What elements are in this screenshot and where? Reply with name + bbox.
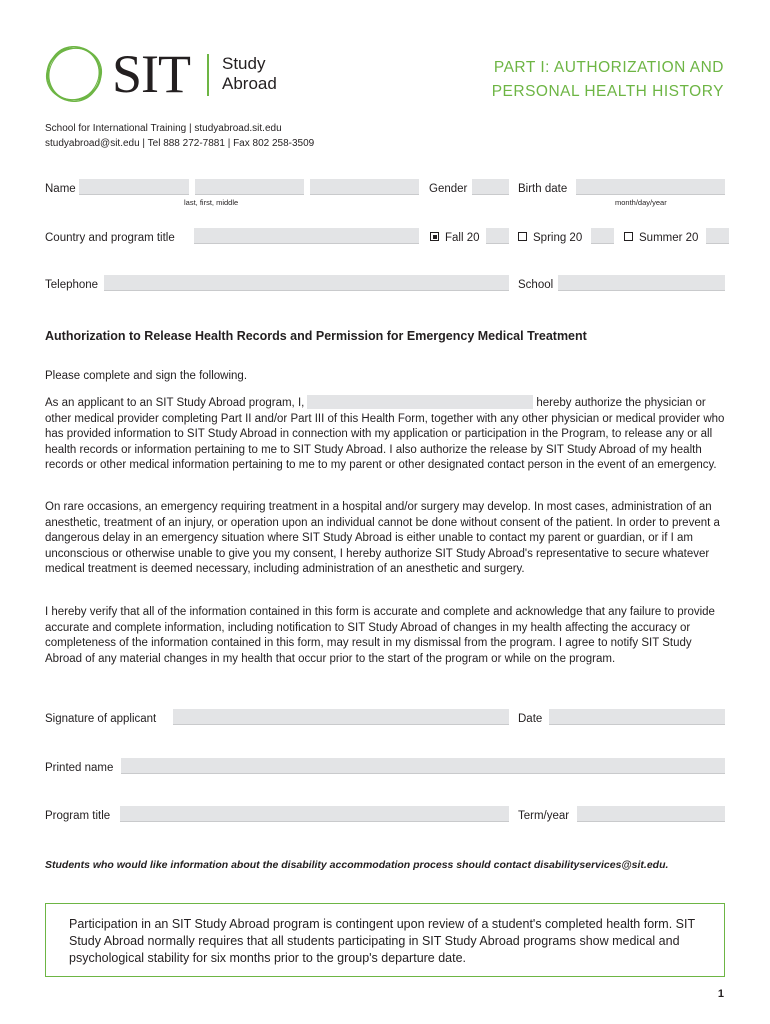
participation-notice-text: Participation in an SIT Study Abroad program is contingent upon review of a student's completed health form. SIT Study Abroad normally requires that all students participating in SIT Study Abroad programs show medical and psychological stability for six months prior to the group's departure date. — [69, 917, 695, 965]
logo-sub-line1: Study — [222, 54, 266, 73]
last-name-field[interactable] — [79, 179, 189, 195]
summer-option[interactable] — [624, 232, 698, 244]
intro-text: Please complete and sign the following. — [45, 370, 248, 382]
term-year-label: Term/year — [518, 810, 570, 822]
country-program-label: Country and program title — [45, 232, 175, 244]
telephone-label: Telephone — [45, 279, 99, 291]
school-label: School — [518, 279, 554, 291]
gender-field[interactable] — [472, 179, 509, 195]
country-program-field[interactable] — [194, 228, 419, 244]
part-title-line2: PERSONAL HEALTH HISTORY — [491, 83, 724, 100]
fall-checkbox[interactable] — [430, 232, 439, 241]
signature-field[interactable] — [173, 709, 509, 725]
spring-label: Spring 20 — [533, 232, 583, 244]
printed-name-field[interactable] — [121, 758, 725, 774]
date-field[interactable] — [549, 709, 725, 725]
authorization-paragraph — [45, 395, 727, 474]
logo-study-abroad — [222, 54, 277, 94]
authorization-heading: Authorization to Release Health Records and Permission for Emergency Medical Treatment — [45, 329, 587, 343]
printed-name-label: Printed name — [45, 762, 114, 774]
signature-label: Signature of applicant — [45, 713, 157, 725]
logo-sub-line2: Abroad — [222, 74, 277, 93]
school-field[interactable] — [558, 275, 725, 291]
page-number: 1 — [717, 988, 724, 1000]
applicant-name-inline-field[interactable] — [307, 395, 533, 409]
summer-checkbox[interactable] — [624, 232, 633, 241]
name-hint: last, first, middle — [184, 198, 239, 207]
name-label: Name — [45, 183, 76, 195]
term-year-field[interactable] — [577, 806, 725, 822]
first-name-field[interactable] — [195, 179, 304, 195]
authorization-rest: hereby authorize the physician or other medical provider completing Part II and/or Part III of this Health Form, together with any other physician or medical provider who has provided information to SIT Study Abroad in connection with my application or participation in the Program, to release any or all health records or information pertaining to me to SIT Study Abroad. I also authorize the release by SIT Study Abroad of my health records or other medical information pertaining to me to my parent or other designated contact person in the event of an emergency. — [45, 397, 725, 472]
participation-notice-box — [45, 903, 725, 977]
part-title-line1: PART I: AUTHORIZATION AND — [493, 59, 724, 76]
disability-note: Students who would like information about the disability accommodation process should contact disabilityservices@sit.edu. — [45, 859, 669, 871]
fall-year-field[interactable] — [486, 228, 509, 244]
spring-year-field[interactable] — [591, 228, 614, 244]
program-title-label: Program title — [45, 810, 111, 822]
contact-info — [45, 121, 314, 151]
summer-year-field[interactable] — [706, 228, 729, 244]
part-title — [492, 56, 724, 104]
emergency-paragraph: On rare occasions, an emergency requiring treatment in a hospital and/or surgery may develop. In most cases, administration of an anesthetic, treatment of an injury, or operation upon an individual cannot be done without consent of the patient. In order to prevent a dangerous delay in an emergency situation where SIT Study Abroad is either unable to contact my parent or guardian, or if I am unconscious or otherwise unable to give you my consent, I hereby authorize SIT Study Abroad's representative to secure whatever medical treatment is deemed necessary, including administration of an anesthetic and surgery. — [45, 501, 720, 576]
authorization-start: As an applicant to an SIT Study Abroad program, I, — [45, 397, 305, 409]
contact-line2: studyabroad@sit.edu | Tel 888 272-7881 | Fax 802 258-3509 — [45, 138, 315, 149]
logo-divider — [207, 54, 209, 96]
sit-logo-ring-icon — [44, 44, 104, 104]
gender-label: Gender — [429, 183, 468, 195]
middle-name-field[interactable] — [310, 179, 419, 195]
fall-option[interactable] — [430, 232, 480, 244]
birth-date-label: Birth date — [518, 183, 568, 195]
program-title-field[interactable] — [120, 806, 509, 822]
birth-date-field[interactable] — [576, 179, 725, 195]
date-label: Date — [518, 713, 543, 725]
spring-checkbox[interactable] — [518, 232, 527, 241]
spring-option[interactable] — [518, 232, 582, 244]
summer-label: Summer 20 — [639, 232, 699, 244]
logo-sit-text: SIT — [112, 44, 190, 104]
verification-paragraph: I hereby verify that all of the information contained in this form is accurate and complete and acknowledge that any failure to provide accurate and complete information, including notification to SIT Study Abroad of changes in my health affecting the accuracy or completeness of the information contained in this form, may result in my dismissal from the program. I agree to notify SIT Study Abroad of any material changes in my health that occur prior to the start of the program or while on the program. — [45, 606, 715, 665]
fall-label: Fall 20 — [445, 232, 480, 244]
contact-line1: School for International Training | studyabroad.sit.edu — [45, 123, 282, 134]
birth-date-hint: month/day/year — [615, 198, 667, 207]
telephone-field[interactable] — [104, 275, 509, 291]
